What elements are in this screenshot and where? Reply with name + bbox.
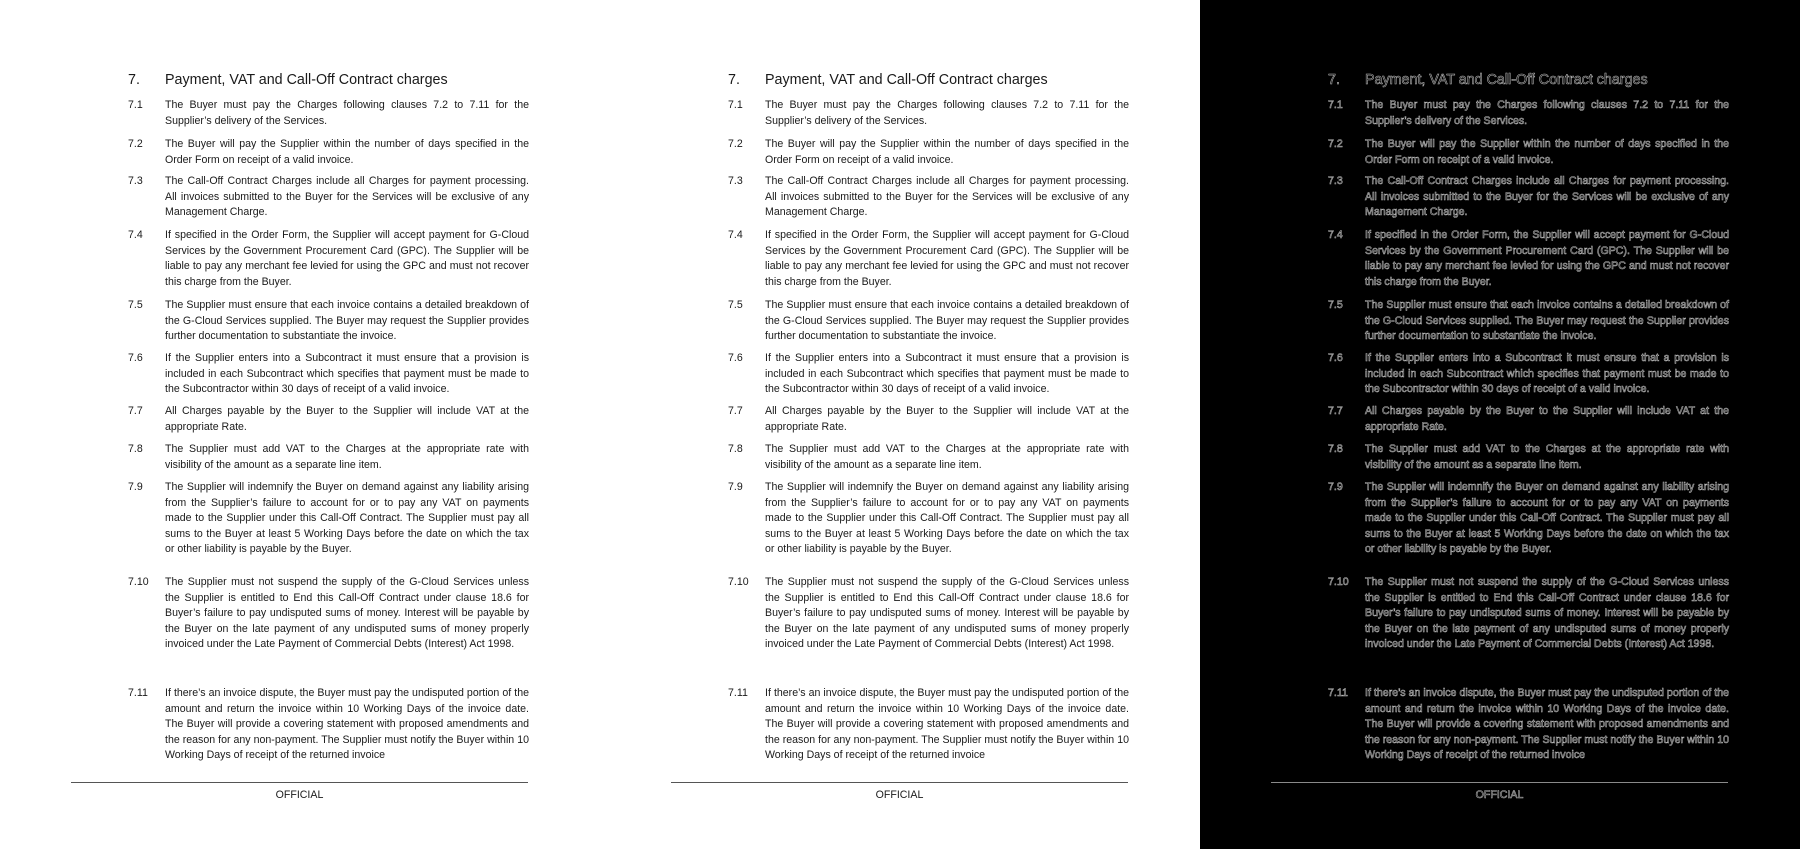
clause-text: The Supplier will indemnify the Buyer on demand against any liability arising from the Supplier’s failure to account for or to pay any VAT on payments made to the Supplier under this Call-Off Contract. The Supplier must pay all sums to the Buyer at least 5 Working Days before the date on which the tax or other liability is payable by the Buyer. bbox=[1365, 481, 1729, 556]
clause-number: 7.2 bbox=[1328, 138, 1343, 150]
clause-text: The Supplier must add VAT to the Charges at the appropriate rate with visibility of the amount as a separate line item. bbox=[1365, 443, 1729, 471]
clause-number: 7.6 bbox=[728, 352, 743, 364]
clause-text: The Supplier will indemnify the Buyer on demand against any liability arising from the Supplier’s failure to account for or to pay any VAT on payments made to the Supplier under this Call-Off Contract. The Supplier must pay all sums to the Buyer at least 5 Working Days before the date on which the tax or other liability is payable by the Buyer. bbox=[165, 481, 529, 556]
clause-text: The Call-Off Contract Charges include all Charges for payment processing. All invoices submitted to the Buyer for the Services will be exclusive of any Management Charge. bbox=[165, 175, 529, 219]
footer-classification: OFFICIAL bbox=[875, 789, 924, 801]
clause-text: If the Supplier enters into a Subcontract it must ensure that a provision is included in each Subcontract which specifies that payment must be made to the Subcontractor within 30 days of receipt of a valid invoice. bbox=[765, 352, 1129, 396]
section-number: 7. bbox=[1328, 72, 1340, 88]
section-number: 7. bbox=[728, 72, 740, 88]
clause-text: The Supplier must ensure that each invoice contains a detailed breakdown of the G-Cloud Services supplied. The Buyer may request the Supplier provides further documentation to substantiate the invoice. bbox=[765, 299, 1129, 343]
clause-number: 7.8 bbox=[728, 443, 743, 455]
clause-text: If there’s an invoice dispute, the Buyer must pay the undisputed portion of the amount and return the invoice within 10 Working Days of the invoice date. The Buyer will provide a covering statement with proposed amendments and the reason for any non-payment. The Supplier must notify the Buyer within 10 Working Days of receipt of the returned invoice bbox=[1365, 687, 1729, 762]
clause-number: 7.10 bbox=[1328, 576, 1349, 588]
clause-number: 7.1 bbox=[728, 99, 743, 111]
clause-text: The Call-Off Contract Charges include all Charges for payment processing. All invoices submitted to the Buyer for the Services will be exclusive of any Management Charge. bbox=[765, 175, 1129, 219]
clause-number: 7.9 bbox=[128, 481, 143, 493]
clause-text: The Supplier must add VAT to the Charges at the appropriate rate with visibility of the amount as a separate line item. bbox=[165, 443, 529, 471]
clause-number: 7.7 bbox=[728, 405, 743, 417]
clause-text: The Call-Off Contract Charges include all Charges for payment processing. All invoices submitted to the Buyer for the Services will be exclusive of any Management Charge. bbox=[1365, 175, 1729, 219]
clause-number: 7.8 bbox=[128, 443, 143, 455]
clause-number: 7.10 bbox=[128, 576, 149, 588]
clause-number: 7.4 bbox=[1328, 229, 1343, 241]
clause-text: If specified in the Order Form, the Supplier will accept payment for G-Cloud Services by the Government Procurement Card (GPC). The Supplier will be liable to pay any merchant fee levied for using the GPC and must not recover this charge from the Buyer. bbox=[165, 229, 529, 288]
clause-text: The Supplier must add VAT to the Charges at the appropriate rate with visibility of the amount as a separate line item. bbox=[765, 443, 1129, 471]
page-content bbox=[1200, 0, 1800, 849]
clause-text: If specified in the Order Form, the Supplier will accept payment for G-Cloud Services by the Government Procurement Card (GPC). The Supplier will be liable to pay any merchant fee levied for using the GPC and must not recover this charge from the Buyer. bbox=[1365, 229, 1729, 288]
clause-number: 7.5 bbox=[1328, 299, 1343, 311]
clause-text: The Buyer will pay the Supplier within the number of days specified in the Order Form on receipt of a valid invoice. bbox=[165, 138, 529, 166]
document-page-3-inverted bbox=[1200, 0, 1800, 849]
clause-number: 7.3 bbox=[1328, 175, 1343, 187]
clause-number: 7.2 bbox=[728, 138, 743, 150]
clause-number: 7.3 bbox=[728, 175, 743, 187]
clause-number: 7.10 bbox=[728, 576, 749, 588]
clause-number: 7.9 bbox=[1328, 481, 1343, 493]
page-content bbox=[0, 0, 600, 849]
clause-number: 7.2 bbox=[128, 138, 143, 150]
clause-text: If the Supplier enters into a Subcontract it must ensure that a provision is included in each Subcontract which specifies that payment must be made to the Subcontractor within 30 days of receipt of a valid invoice. bbox=[1365, 352, 1729, 396]
clause-text: All Charges payable by the Buyer to the Supplier will include VAT at the appropriate Rate. bbox=[1365, 405, 1729, 433]
section-title: Payment, VAT and Call-Off Contract charges bbox=[1365, 72, 1648, 88]
clause-number: 7.1 bbox=[1328, 99, 1343, 111]
clause-text: If there’s an invoice dispute, the Buyer must pay the undisputed portion of the amount and return the invoice within 10 Working Days of the invoice date. The Buyer will provide a covering statement with proposed amendments and the reason for any non-payment. The Supplier must notify the Buyer within 10 Working Days of receipt of the returned invoice bbox=[165, 687, 529, 762]
clause-number: 7.9 bbox=[728, 481, 743, 493]
clause-text: All Charges payable by the Buyer to the Supplier will include VAT at the appropriate Rate. bbox=[165, 405, 529, 433]
clause-text: The Buyer will pay the Supplier within the number of days specified in the Order Form on receipt of a valid invoice. bbox=[1365, 138, 1729, 166]
clause-number: 7.5 bbox=[128, 299, 143, 311]
clause-text: All Charges payable by the Buyer to the Supplier will include VAT at the appropriate Rate. bbox=[765, 405, 1129, 433]
document-page-2 bbox=[600, 0, 1200, 849]
section-title: Payment, VAT and Call-Off Contract charges bbox=[765, 72, 1048, 88]
clause-number: 7.5 bbox=[728, 299, 743, 311]
clause-number: 7.8 bbox=[1328, 443, 1343, 455]
clause-number: 7.1 bbox=[128, 99, 143, 111]
clause-text: The Supplier must ensure that each invoice contains a detailed breakdown of the G-Cloud Services supplied. The Buyer may request the Supplier provides further documentation to substantiate the invoice. bbox=[1365, 299, 1729, 343]
clause-number: 7.4 bbox=[728, 229, 743, 241]
footer-divider bbox=[1271, 782, 1728, 783]
clause-number: 7.11 bbox=[128, 687, 148, 699]
section-title: Payment, VAT and Call-Off Contract charges bbox=[165, 72, 448, 88]
clause-text: If specified in the Order Form, the Supplier will accept payment for G-Cloud Services by the Government Procurement Card (GPC). The Supplier will be liable to pay any merchant fee levied for using the GPC and must not recover this charge from the Buyer. bbox=[765, 229, 1129, 288]
footer-classification: OFFICIAL bbox=[1475, 789, 1524, 801]
clause-number: 7.6 bbox=[1328, 352, 1343, 364]
document-page-1 bbox=[0, 0, 600, 849]
clause-text: The Supplier must not suspend the supply of the G-Cloud Services unless the Supplier is entitled to End this Call-Off Contract under clause 18.6 for Buyer’s failure to pay undisputed sums of money. Interest will be payable by the Buyer on the late payment of any undisputed sums of money properly invoiced under the Late Payment of Commercial Debts (Interest) Act 1998. bbox=[1365, 576, 1729, 651]
clause-text: The Buyer will pay the Supplier within the number of days specified in the Order Form on receipt of a valid invoice. bbox=[765, 138, 1129, 166]
clause-number: 7.4 bbox=[128, 229, 143, 241]
clause-number: 7.7 bbox=[128, 405, 143, 417]
clause-text: The Supplier will indemnify the Buyer on demand against any liability arising from the Supplier’s failure to account for or to pay any VAT on payments made to the Supplier under this Call-Off Contract. The Supplier must pay all sums to the Buyer at least 5 Working Days before the date on which the tax or other liability is payable by the Buyer. bbox=[765, 481, 1129, 556]
clause-text: The Supplier must ensure that each invoice contains a detailed breakdown of the G-Cloud Services supplied. The Buyer may request the Supplier provides further documentation to substantiate the invoice. bbox=[165, 299, 529, 343]
clause-number: 7.6 bbox=[128, 352, 143, 364]
footer-divider bbox=[671, 782, 1128, 783]
clause-number: 7.11 bbox=[1328, 687, 1348, 699]
clause-text: The Supplier must not suspend the supply of the G-Cloud Services unless the Supplier is entitled to End this Call-Off Contract under clause 18.6 for Buyer’s failure to pay undisputed sums of money. Interest will be payable by the Buyer on the late payment of any undisputed sums of money properly invoiced under the Late Payment of Commercial Debts (Interest) Act 1998. bbox=[765, 576, 1129, 651]
footer-classification: OFFICIAL bbox=[275, 789, 324, 801]
clause-text: The Buyer must pay the Charges following clauses 7.2 to 7.11 for the Supplier’s delivery of the Services. bbox=[765, 99, 1129, 127]
footer-divider bbox=[71, 782, 528, 783]
section-number: 7. bbox=[128, 72, 140, 88]
clause-text: If there’s an invoice dispute, the Buyer must pay the undisputed portion of the amount and return the invoice within 10 Working Days of the invoice date. The Buyer will provide a covering statement with proposed amendments and the reason for any non-payment. The Supplier must notify the Buyer within 10 Working Days of receipt of the returned invoice bbox=[765, 687, 1129, 762]
clause-number: 7.7 bbox=[1328, 405, 1343, 417]
clause-text: If the Supplier enters into a Subcontract it must ensure that a provision is included in each Subcontract which specifies that payment must be made to the Subcontractor within 30 days of receipt of a valid invoice. bbox=[165, 352, 529, 396]
clause-text: The Buyer must pay the Charges following clauses 7.2 to 7.11 for the Supplier’s delivery of the Services. bbox=[165, 99, 529, 127]
page-content bbox=[600, 0, 1200, 849]
clause-number: 7.11 bbox=[728, 687, 748, 699]
clause-text: The Supplier must not suspend the supply of the G-Cloud Services unless the Supplier is entitled to End this Call-Off Contract under clause 18.6 for Buyer’s failure to pay undisputed sums of money. Interest will be payable by the Buyer on the late payment of any undisputed sums of money properly invoiced under the Late Payment of Commercial Debts (Interest) Act 1998. bbox=[165, 576, 529, 651]
clause-number: 7.3 bbox=[128, 175, 143, 187]
clause-text: The Buyer must pay the Charges following clauses 7.2 to 7.11 for the Supplier’s delivery of the Services. bbox=[1365, 99, 1729, 127]
